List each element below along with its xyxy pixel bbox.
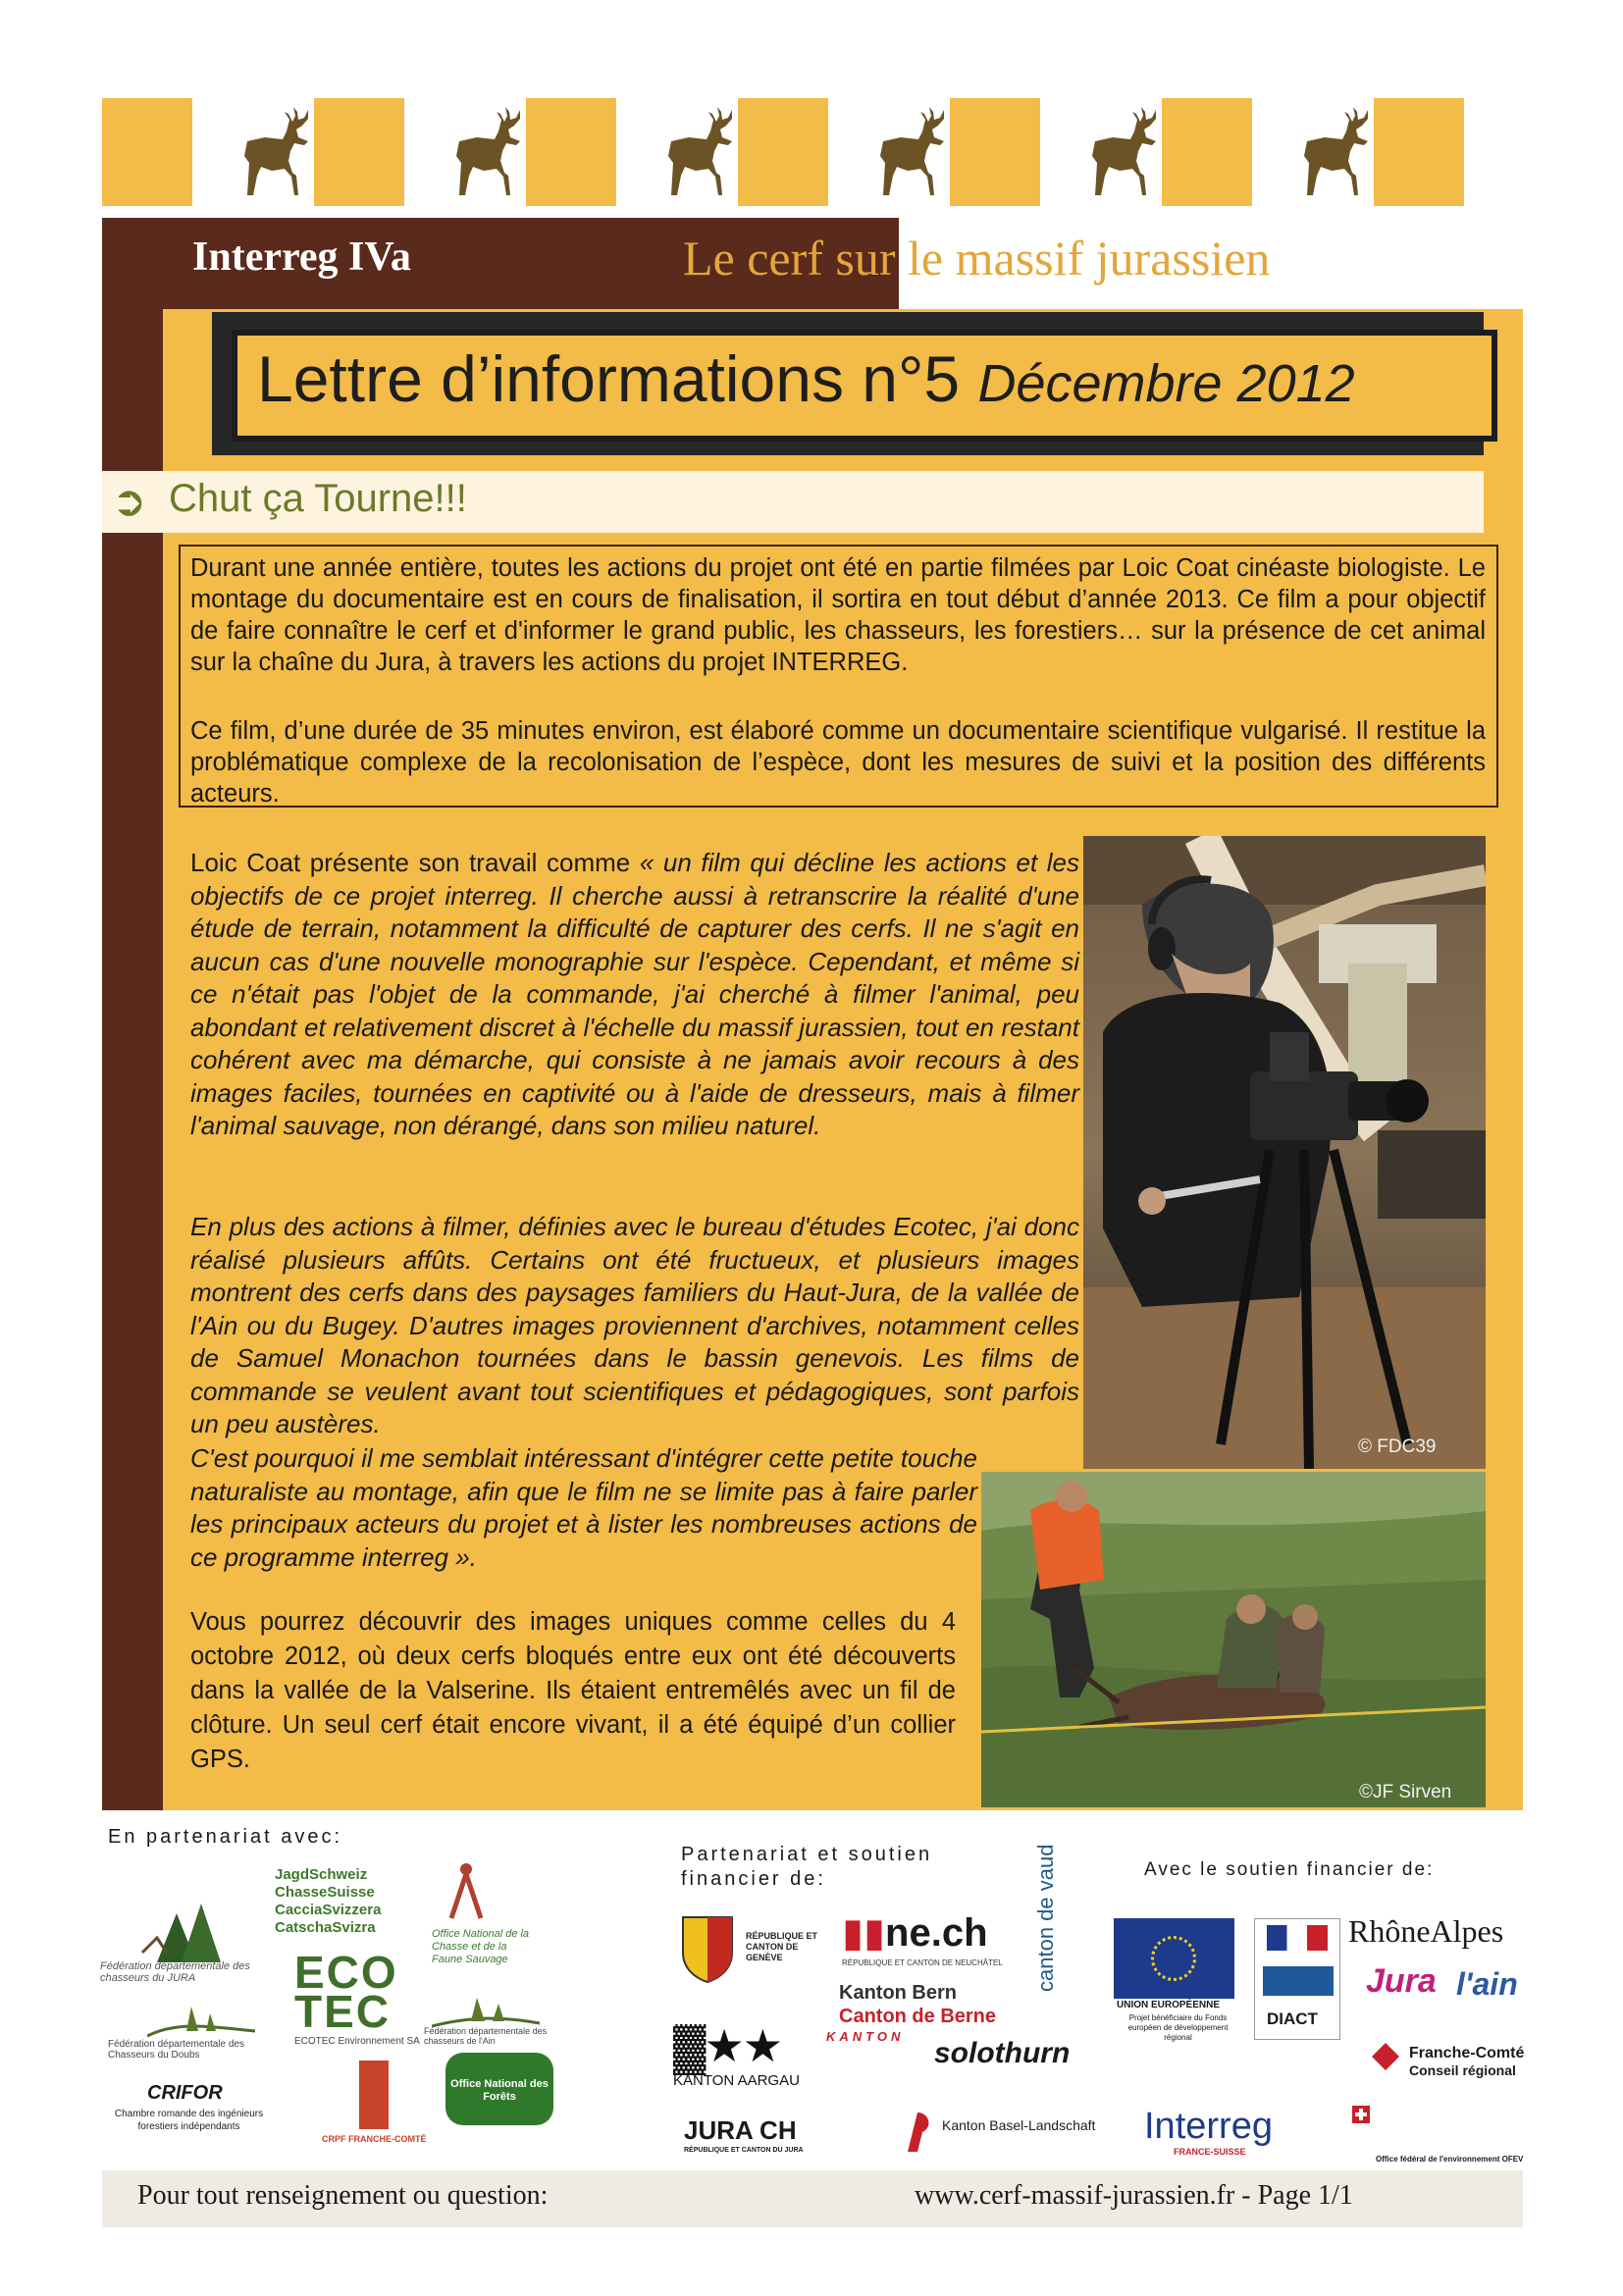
stag-icons bbox=[102, 98, 1527, 206]
fdc-ain-logo-icon bbox=[432, 1992, 540, 2031]
franche-comte-icon bbox=[1368, 2039, 1403, 2074]
ecotec-sub: ECOTEC Environnement SA bbox=[294, 2036, 420, 2047]
partners-heading: Partenariat et soutien financier de: bbox=[681, 1844, 933, 1890]
fdc-jura-text: Fédération départementale des chasseurs du JURA bbox=[100, 1960, 250, 1984]
jagd-line: JagdSchweiz bbox=[275, 1866, 368, 1883]
stag-icon bbox=[880, 107, 944, 195]
aargau-text: KANTON AARGAU bbox=[673, 2072, 800, 2089]
jagd-line: CacciaSvizzera bbox=[275, 1902, 382, 1918]
franche-comte-sub: Conseil régional bbox=[1409, 2062, 1516, 2078]
intro-paragraph: Durant une année entière, toutes les actions du projet ont été en partie filmées par Loic Coat cinéaste biologiste. Le montage du documentaire est en cours de finalisation, il sortira en tout début d’année 2013. Ce film a pour objectif de faire connaître le cerf et d'informer le grand public, les chasseurs, les forestiers… sur la présence de cet animal sur la chaîne du Jura, à travers les actions du projet INTERREG. bbox=[190, 554, 1486, 676]
stag-icon bbox=[1304, 107, 1368, 195]
fdc-ain-text: Fédération départementale des chasseurs de l'Ain bbox=[424, 2026, 548, 2046]
diact-logo bbox=[1254, 1918, 1340, 2040]
bern-fr: Canton de Berne bbox=[839, 2006, 997, 2027]
solothurn-text: solothurn bbox=[934, 2037, 1071, 2069]
ne-ch-sub: RÉPUBLIQUE ET CANTON DE NEUCHÂTEL bbox=[842, 1958, 1003, 1967]
jura-cg-logo: Jura bbox=[1366, 1962, 1437, 2000]
fdc-jura-logo bbox=[137, 1894, 236, 1967]
stag-icon bbox=[1092, 107, 1156, 195]
stag-icon bbox=[244, 107, 308, 195]
body-paragraph: Vous pourrez découvrir des images uniques comme celles du 4 octobre 2012, où deux cerfs bloqués entre eux ont été découverts dans la vallée de la Valserine. Ils étaient entremêlés avec un fil de clôture. Un seul cerf était encore vivant, il a été équipé d’un collier GPS. bbox=[190, 1608, 956, 1773]
jura-ch-sub: RÉPUBLIQUE ET CANTON DU JURA bbox=[684, 2147, 804, 2154]
basel-staff-icon bbox=[898, 2108, 937, 2157]
ne-ch-bars-icon: ▮▮ bbox=[842, 1911, 886, 1955]
ain-logo: l'ain bbox=[1456, 1966, 1518, 2002]
geneve-text: RÉPUBLIQUE ET CANTON DE GENÈVE bbox=[746, 1931, 818, 1962]
diact-text: DIACT bbox=[1267, 2009, 1318, 2028]
oncfs-text: Office National de la Chasse et de la Faune Sauvage bbox=[432, 1928, 530, 1965]
newsletter-date: Décembre 2012 bbox=[977, 354, 1355, 413]
jagd-line: ChasseSuisse bbox=[275, 1884, 375, 1901]
eu-sub: Projet bénéficiaire du Fonds européen de développement régional bbox=[1127, 2013, 1229, 2042]
eu-flag-icon bbox=[1114, 1918, 1234, 1999]
jagd-line: CatschaSvizra bbox=[275, 1919, 376, 1936]
crifor-sub: Chambre romande des ingénieurs forestiers indépendants bbox=[114, 2109, 264, 2132]
onf-text: Office National des Forêts bbox=[450, 2078, 549, 2103]
geneve-crest-icon bbox=[677, 1913, 738, 1984]
eu-text: UNION EUROPÉENNE bbox=[1117, 2000, 1221, 2010]
ofev-text: Office fédéral de l'environnement OFEV bbox=[1376, 2155, 1524, 2164]
partners-heading: Avec le soutien financier de: bbox=[1144, 1859, 1435, 1880]
newsletter-title bbox=[257, 341, 1355, 416]
rhone-alpes-logo: RhôneAlpes bbox=[1348, 1913, 1504, 1949]
vaud-logo: canton de vaud bbox=[1033, 1844, 1058, 1992]
solothurn-kanton: KANTON bbox=[826, 2029, 905, 2044]
fdc-doubs-text: Fédération départementale des Chasseurs du Doubs bbox=[108, 2039, 244, 2061]
interreg-logo bbox=[1144, 2106, 1321, 2155]
photo-credit: ©JF Sirven bbox=[1359, 1782, 1452, 1802]
jagd-schweiz-logo bbox=[275, 1866, 381, 1937]
section-title: Chut ça Tourne!!! bbox=[169, 477, 467, 520]
partners-heading: En partenariat avec: bbox=[108, 1826, 342, 1848]
basel-text: Kanton Basel-Landschaft bbox=[942, 2117, 1096, 2133]
photo-deer-field bbox=[981, 1472, 1486, 1807]
photo-cameraman bbox=[1083, 836, 1486, 1469]
stag-icon bbox=[456, 107, 520, 195]
ne-ch-logo bbox=[842, 1911, 988, 1955]
arrow-circle-icon: ➲ bbox=[112, 478, 147, 524]
photo-credit: © FDC39 bbox=[1358, 1436, 1437, 1457]
body-paragraph: En plus des actions à filmer, définies avec le bureau d'études Ecotec, j'ai donc réalisé plusieurs affûts. Certains ont été fructueux, et plusieurs images montrent des cerfs dans des paysages familiers du Haut-Jura, de la vallée de l'Ain ou du Bugey. D'autres images proviennent d'archives, notamment celles de Samuel Monachon tournées dans le bassin genevois. Les films de commande se veulent avant tout scientifiques et pédagogiques, sont parfois un peu austères. bbox=[190, 1212, 1079, 1438]
ecotec-logo: ECO TEC bbox=[294, 1947, 398, 2037]
crpf-text: CRPF FRANCHE-COMTÉ bbox=[322, 2134, 427, 2144]
onf-logo bbox=[445, 2053, 553, 2125]
interreg-text: Interreg bbox=[1144, 2106, 1273, 2147]
fdc-doubs-logo-icon bbox=[147, 2002, 255, 2041]
intro-paragraph: Ce film, d’une durée de 35 minutes environ, est élaboré comme un documentaire scientifique vulgarisé. Il restitue la problématique complexe de la recolonisation de l’espèce, dont les mesures de suivi et la position des différents acteurs. bbox=[190, 717, 1486, 808]
stag-icon bbox=[668, 107, 732, 195]
oncfs-logo-icon bbox=[442, 1859, 491, 1928]
aargau-stars-icon: ▓★★ bbox=[673, 2020, 782, 2071]
franche-comte-text: Franche-Comté bbox=[1409, 2045, 1525, 2061]
left-brown-bar bbox=[102, 218, 163, 1810]
crifor-logo: CRIFOR bbox=[147, 2082, 223, 2104]
footer-question: Pour tout renseignement ou question: bbox=[137, 2180, 549, 2211]
body-paragraph: C'est pourquoi il me semblait intéressant d'intégrer cette petite touche naturaliste au montage, afin que le film ne se limite pas à faire parler les principaux acteurs du projet et à lister les nombreuses actions de ce programme interreg ». bbox=[190, 1443, 977, 1572]
body-quote: « un film qui décline les actions et les objectifs de ce projet interreg. Il cherche aussi à retranscrire la réalité d'une étude de terrain, notamment la difficulté de capturer des cerfs. Il ne s'agit en aucun cas d'une nouvelle monographie sur l'espèce. Cependant, et même si ce n'était pas l'objet de la commande, j'ai cherché à filmer l'animal, peu abondant et relativement discret à l'échelle du massif jurassien, tout en restant cohérent avec ma démarche, qui consiste à ne jamais avoir recours à des images faciles, tournées en captivité ou à l'aide de dresseurs, mais à filmer l'animal sauvage, non dérangé, dans son milieu naturel. bbox=[190, 848, 1079, 1140]
crpf-logo-icon bbox=[359, 2061, 389, 2129]
newsletter-number: Lettre d’informations n°5 bbox=[257, 342, 961, 415]
body-paragraph bbox=[190, 847, 1079, 1143]
program-label: Interreg IVa bbox=[192, 235, 411, 280]
interreg-sub: FRANCE-SUISSE bbox=[1174, 2147, 1246, 2157]
ne-ch-text: ne.ch bbox=[885, 1911, 988, 1955]
footer-website-page[interactable]: www.cerf-massif-jurassien.fr - Page 1/1 bbox=[915, 2180, 1353, 2211]
jura-ch-logo: JURA CH bbox=[684, 2115, 797, 2145]
project-title: Le cerf sur le massif jurassien bbox=[683, 231, 1271, 286]
body-lead: Loic Coat présente son travail comme bbox=[190, 848, 640, 877]
bern-de: Kanton Bern bbox=[839, 1982, 957, 2004]
swiss-cross-icon bbox=[1352, 2106, 1370, 2123]
